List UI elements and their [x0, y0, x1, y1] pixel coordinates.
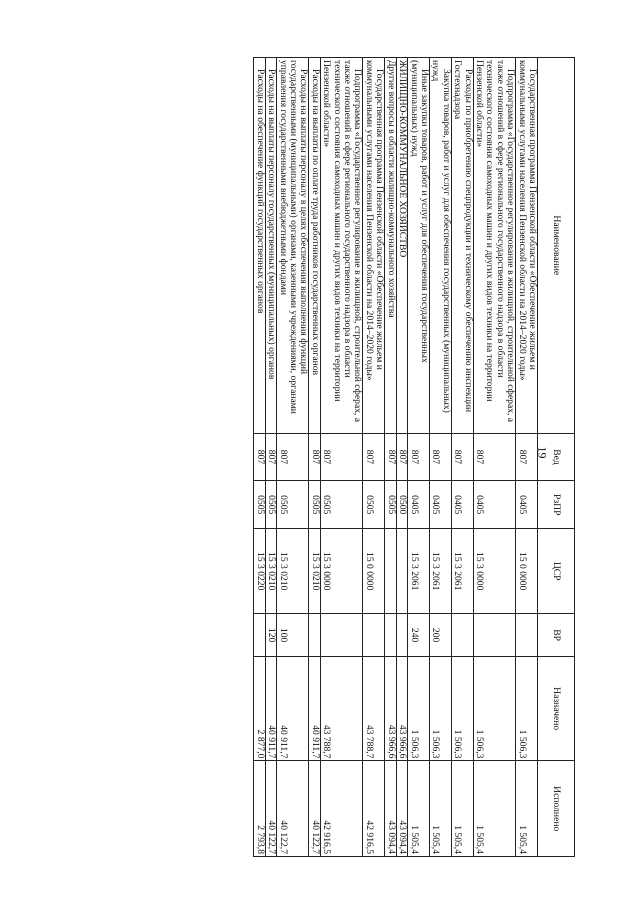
row-ved: 807 [385, 433, 396, 481]
row-vr [473, 614, 516, 657]
row-planned: 40 911,7 [277, 656, 309, 761]
row-ved: 807 [473, 433, 516, 481]
row-planned: 40 911,7 [309, 656, 320, 761]
table-row [265, 58, 276, 857]
row-csr: 15 3 2061 [451, 529, 473, 614]
table-row [309, 58, 320, 857]
row-planned: 43 966,6 [396, 656, 407, 761]
row-name: Расходы по приобретению спецпродукции и техническому обеспечению инспекции Гостехнадзора [451, 58, 473, 434]
row-name: Другие вопросы в области жилищно-коммунального хозяйства [385, 58, 396, 434]
row-name: ЖИЛИЩНО-КОММУНАЛЬНОЕ ХОЗЯЙСТВО [396, 58, 407, 434]
row-executed: 40 122,7 [309, 761, 320, 857]
row-vr [363, 614, 385, 657]
row-vr: 120 [265, 614, 276, 657]
row-executed: 43 094,4 [396, 761, 407, 857]
row-executed: 1 505,4 [516, 761, 538, 857]
row-csr: 15 0 0000 [363, 529, 385, 614]
row-rzpr: 0500 [396, 481, 407, 529]
row-rzpr: 0405 [516, 481, 538, 529]
row-csr [396, 529, 407, 614]
header-planned: Назначено [538, 656, 575, 761]
row-rzpr: 0405 [451, 481, 473, 529]
row-name: Расходы на выплаты по оплате труда работников государственных органов [309, 58, 320, 434]
row-csr: 15 3 0210 [309, 529, 320, 614]
table-row [385, 58, 396, 857]
table-row [408, 58, 430, 857]
row-csr: 15 3 0210 [277, 529, 309, 614]
rotated-table-wrapper [62, 57, 575, 857]
row-name: Подпрограмма «Государственное регулирование в жилищной, строительной сферах, а также отношений в сфере регионального государственного надзора в области технического состояния самоходных машин и других видов техники на территории Пензенской области» [320, 58, 363, 434]
row-name: Государственная программа Пензенской области «Обеспечение жильем и коммунальными услугами населения Пензенской области на 2014–2020 годы» [363, 58, 385, 434]
row-rzpr: 0405 [473, 481, 516, 529]
row-planned: 40 911,7 [265, 656, 276, 761]
row-planned: 43 966,6 [385, 656, 396, 761]
row-executed: 1 505,4 [451, 761, 473, 857]
row-ved: 807 [396, 433, 407, 481]
row-vr [320, 614, 363, 657]
row-vr [451, 614, 473, 657]
row-ved: 807 [408, 433, 430, 481]
row-rzpr: 0505 [254, 481, 265, 529]
row-planned: 2 877,0 [254, 656, 265, 761]
row-planned: 1 506,3 [429, 656, 451, 761]
row-ved: 807 [429, 433, 451, 481]
row-name: Подпрограмма «Государственное регулирование в жилищной, строительной сферах, а также отношений в сфере регионального государственного надзора в области технического состояния самоходных машин и других видов техники на территории Пензенской области» [473, 58, 516, 434]
row-csr: 15 3 0210 [265, 529, 276, 614]
row-vr [516, 614, 538, 657]
row-executed: 40 122,7 [277, 761, 309, 857]
row-rzpr: 0505 [363, 481, 385, 529]
row-vr: 240 [408, 614, 430, 657]
row-rzpr: 0405 [429, 481, 451, 529]
row-executed: 42 916,5 [320, 761, 363, 857]
table-row [277, 58, 309, 857]
row-executed: 43 094,4 [385, 761, 396, 857]
row-rzpr: 0505 [265, 481, 276, 529]
row-planned: 1 506,3 [516, 656, 538, 761]
row-executed: 1 505,4 [473, 761, 516, 857]
row-planned: 1 506,3 [473, 656, 516, 761]
table-row [320, 58, 363, 857]
row-name: Расходы на выплаты персоналу государственных (муниципальных) органов [265, 58, 276, 434]
row-ved: 807 [363, 433, 385, 481]
row-ved: 807 [516, 433, 538, 481]
row-name: Иные закупки товаров, работ и услуг для обеспечения государственных (муниципальных) нужд [408, 58, 430, 434]
row-vr: 100 [277, 614, 309, 657]
row-csr: 15 3 2061 [408, 529, 430, 614]
row-executed: 2 793,8 [254, 761, 265, 857]
table-row [363, 58, 385, 857]
table-row [451, 58, 473, 857]
row-name: Расходы на выплаты персоналу в целях обеспечения выполнения функций государственными (муниципальными) органами, казенными учреждениями, органами управления государственными внебюджетными фондами [277, 58, 309, 434]
row-executed: 42 916,5 [363, 761, 385, 857]
row-ved: 807 [451, 433, 473, 481]
row-rzpr: 0505 [385, 481, 396, 529]
row-executed: 1 505,4 [429, 761, 451, 857]
row-csr: 15 0 0000 [516, 529, 538, 614]
table-row [396, 58, 407, 857]
row-vr [254, 614, 265, 657]
row-planned: 1 506,3 [408, 656, 430, 761]
row-ved: 807 [254, 433, 265, 481]
row-ved: 807 [277, 433, 309, 481]
row-name: Государственная программа Пензенской области «Обеспечение жильем и коммунальными услугами населения Пензенской области на 2014–2020 годы» [516, 58, 538, 434]
row-rzpr: 0505 [277, 481, 309, 529]
row-name: Расходы на обеспечение функций государственных органов [254, 58, 265, 434]
header-ved: Вед [538, 433, 575, 481]
row-rzpr: 0405 [408, 481, 430, 529]
row-vr: 200 [429, 614, 451, 657]
row-csr: 15 3 0220 [254, 529, 265, 614]
row-planned: 43 788,7 [320, 656, 363, 761]
table-row [429, 58, 451, 857]
row-csr: 15 3 0000 [473, 529, 516, 614]
page-number: 19 [535, 446, 550, 459]
row-ved: 807 [320, 433, 363, 481]
header-name: Наименование [538, 58, 575, 434]
table-row [516, 58, 538, 857]
table-row [254, 58, 265, 857]
row-csr: 15 3 0000 [320, 529, 363, 614]
header-vr: ВР [538, 614, 575, 657]
table-header-row [538, 58, 575, 857]
row-planned: 43 788,7 [363, 656, 385, 761]
row-csr: 15 3 2061 [429, 529, 451, 614]
row-planned: 1 506,3 [451, 656, 473, 761]
row-csr [385, 529, 396, 614]
row-vr [396, 614, 407, 657]
row-rzpr: 0505 [320, 481, 363, 529]
header-csr: ЦСР [538, 529, 575, 614]
row-ved: 807 [265, 433, 276, 481]
row-name: Закупка товаров, работ и услуг для обеспечения государственных (муниципальных) нужд [429, 58, 451, 434]
row-ved: 807 [309, 433, 320, 481]
row-executed: 40 122,7 [265, 761, 276, 857]
row-executed: 1 505,4 [408, 761, 430, 857]
row-vr [309, 614, 320, 657]
row-vr [385, 614, 396, 657]
header-rzpr: РзПР [538, 481, 575, 529]
table-row [473, 58, 516, 857]
row-rzpr: 0505 [309, 481, 320, 529]
header-executed: Исполнено [538, 761, 575, 857]
budget-table [253, 57, 575, 857]
